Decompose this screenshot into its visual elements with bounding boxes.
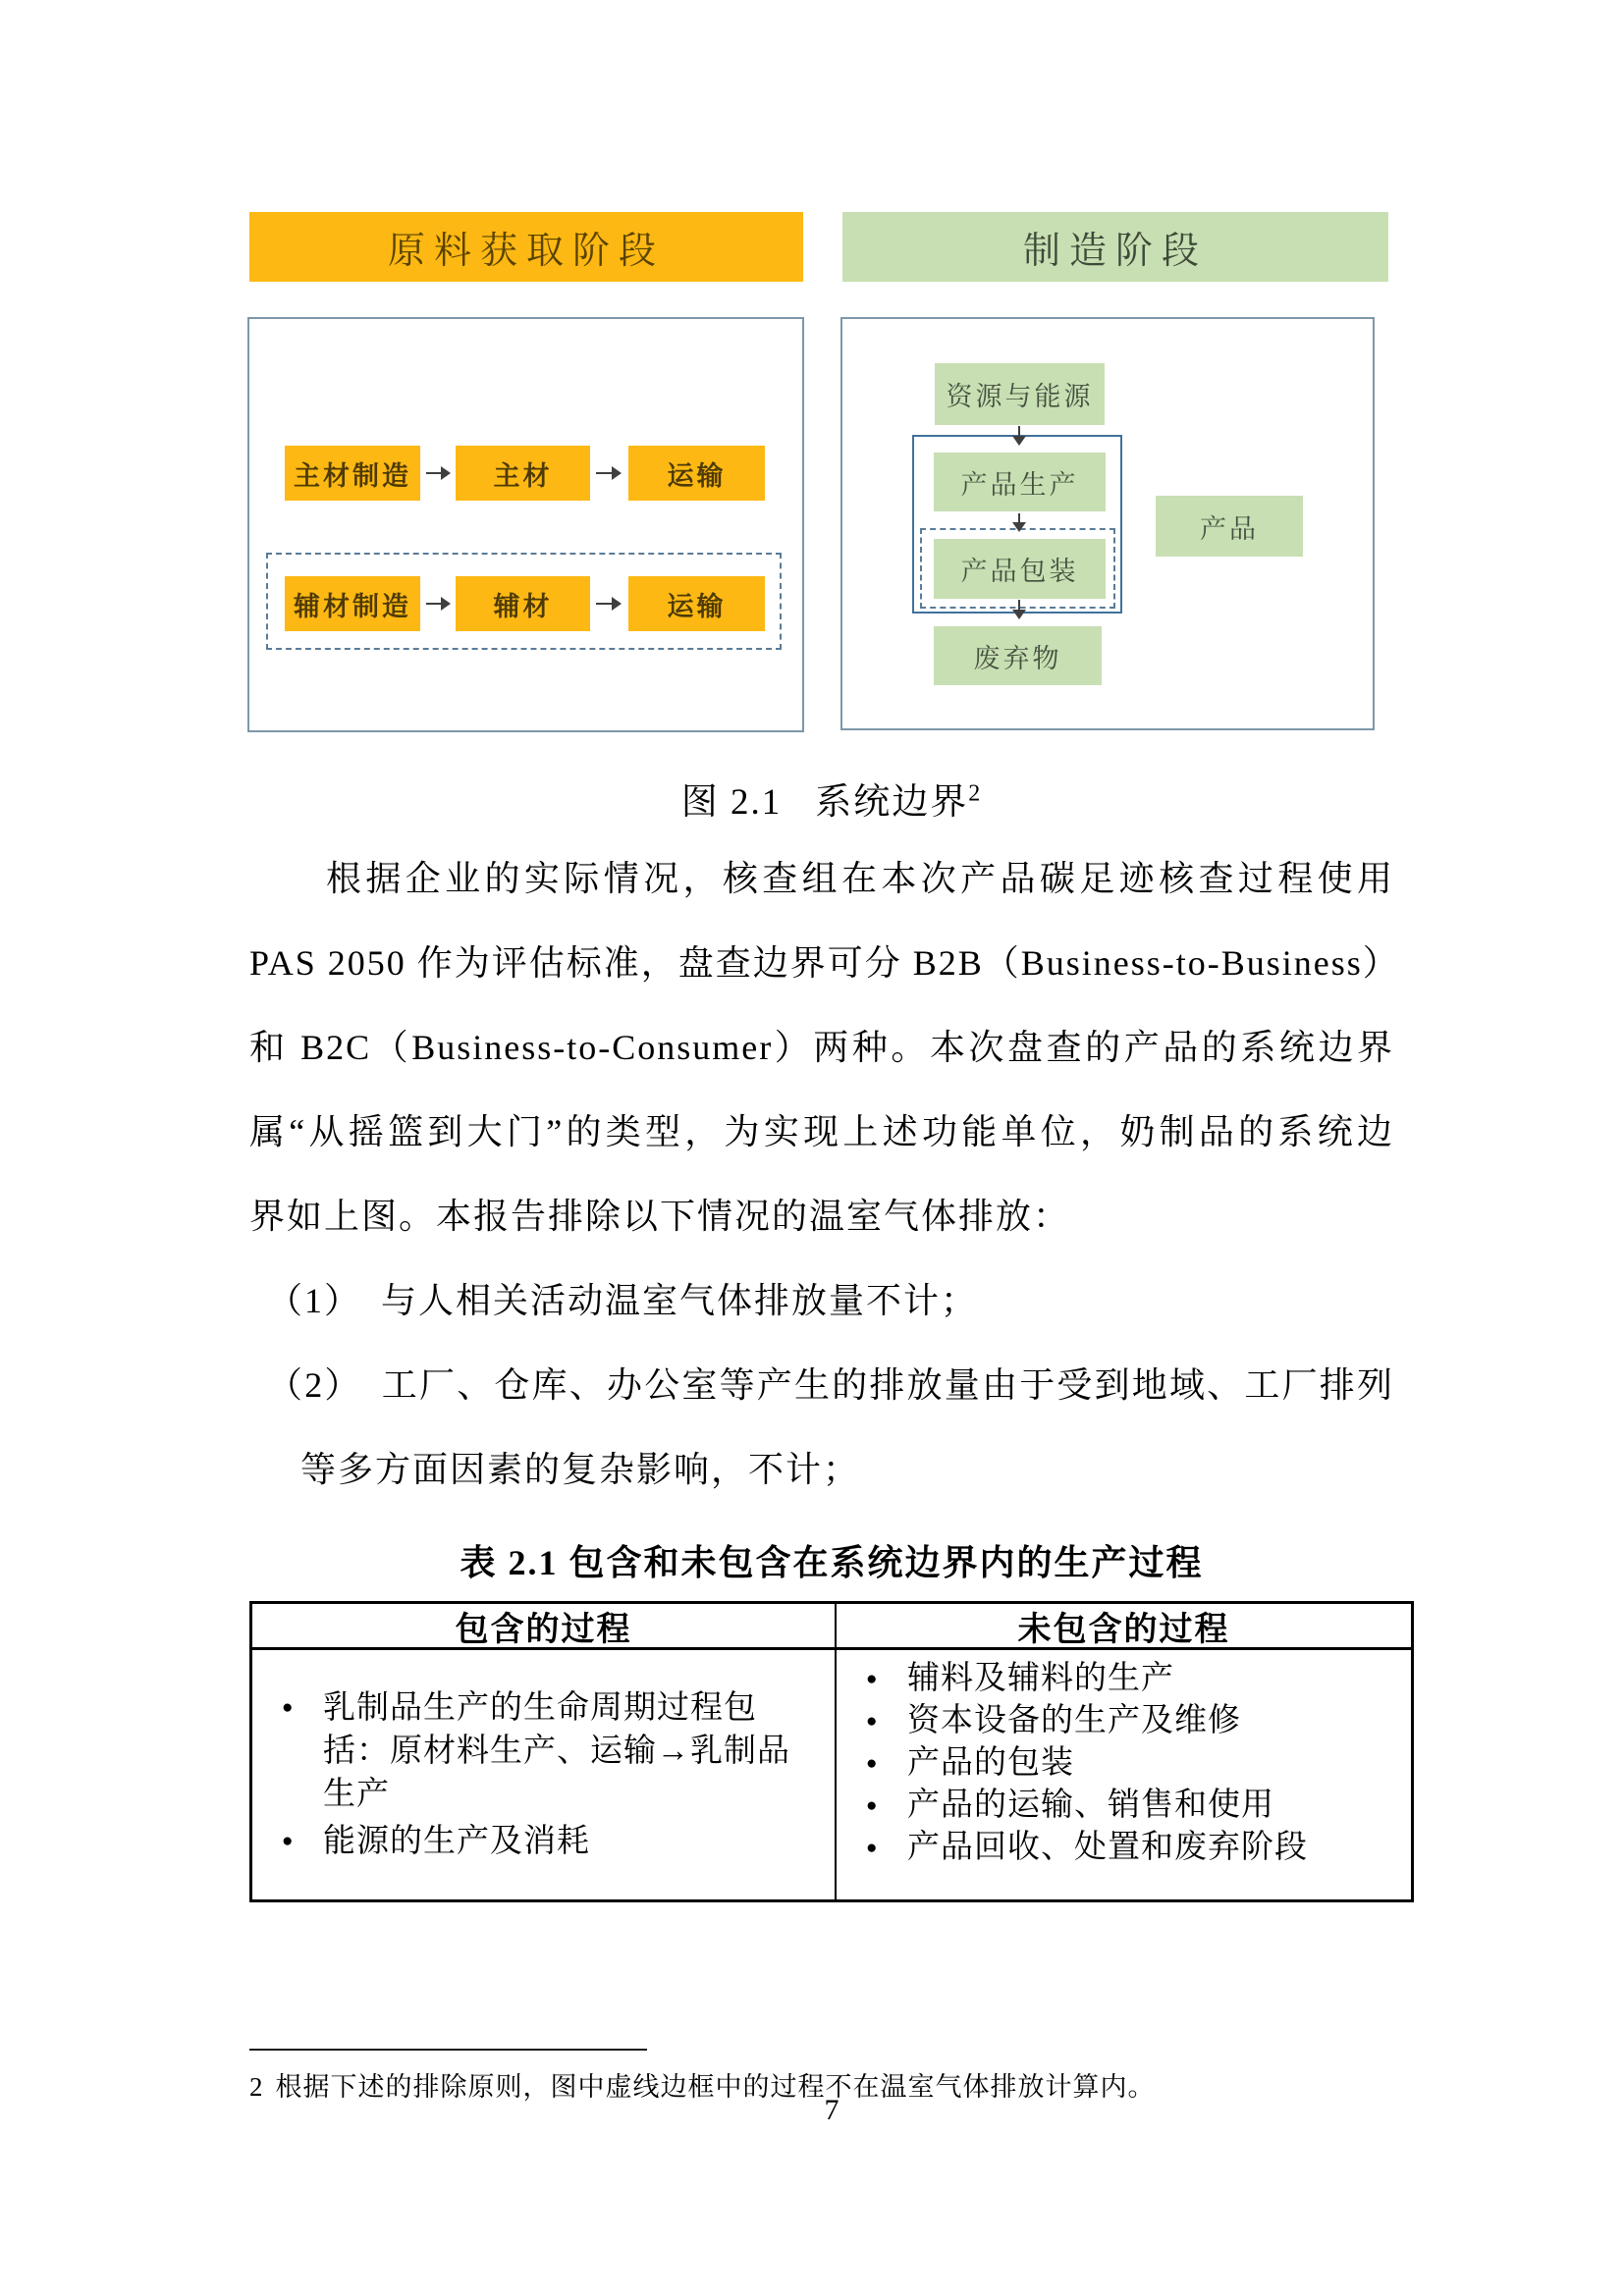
body-line: 根据企业的实际情况，核查组在本次产品碳足迹核查过程使用 [326,859,1394,898]
box-aux-material-manufacturing: 辅材制造 [285,576,420,631]
caption-figure-label: 图 2.1 [680,782,783,823]
body-line: （1） 与人相关活动温室气体排放量不计； [267,1281,979,1320]
arrow-right-icon [596,472,619,474]
stage-banner-raw-materials: 原料获取阶段 [249,212,803,282]
arrow-down-icon [1018,600,1020,616]
body-line: 和 B2C（Business-to-Consumer）两种。本次盘查的产品的系统边界 [249,1028,1394,1067]
list-item: ● 产品的运输、销售和使用 [860,1785,1403,1827]
box-resources-energy: 资源与能源 [935,363,1105,425]
box-product-packaging: 产品包装 [934,539,1106,599]
box-product: 产品 [1156,496,1303,557]
list-item: ● 乳制品生产的生命周期过程包括：原材料生产、运输→乳制品生产 [276,1686,817,1816]
box-main-material: 主材 [456,446,590,501]
list-item: ● 产品的包装 [860,1742,1403,1785]
box-waste: 废弃物 [934,626,1102,685]
footnote-text: 根据下述的排除原则，图中虚线边框中的过程不在温室气体排放计算内。 [275,2072,1156,2102]
box-transport-aux: 运输 [628,576,765,631]
table-header-included: 包含的过程 [252,1604,837,1650]
list-item: ● 产品回收、处置和废弃阶段 [860,1827,1403,1869]
list-item: ● 资本设备的生产及维修 [860,1700,1403,1742]
body-line: 等多方面因素的复杂影响，不计； [300,1450,861,1489]
body-line: （2） 工厂、仓库、办公室等产生的排放量由于受到地域、工厂排列 [267,1365,1394,1405]
footnote-divider [249,2049,647,2051]
arrow-right-icon [596,603,619,605]
caption-figure-title: 系统边界 [815,782,969,823]
arrow-down-icon [1018,426,1020,443]
table-title: 表 2.1 包含和未包含在系统边界内的生产过程 [460,1543,1204,1582]
table-header-excluded: 未包含的过程 [837,1604,1411,1650]
list-item: ● 能源的生产及消耗 [276,1820,817,1863]
box-transport-main: 运输 [628,446,765,501]
excluded-processes-list [860,1658,1403,1869]
figure-caption [249,772,1414,825]
caption-footnote-ref: 2 [968,780,983,807]
arrow-down-icon [1018,513,1020,529]
stage-banner-manufacturing: 制造阶段 [842,212,1388,282]
footnote-marker: 2 [249,2072,264,2102]
box-aux-material: 辅材 [456,576,590,631]
arrow-right-icon [426,603,448,605]
body-paragraph [249,836,1400,1512]
body-line: 属“从摇篮到大门”的类型，为实现上述功能单位，奶制品的系统边 [249,1112,1394,1151]
system-boundary-table [249,1601,1414,1902]
list-item: ● 辅料及辅料的生产 [860,1658,1403,1700]
excluded-processes-cell [837,1650,1411,1899]
body-line: PAS 2050 作为评估标准，盘查边界可分 B2B（Business-to-Business） [249,943,1400,983]
raw-materials-panel [247,317,804,732]
box-main-material-manufacturing: 主材制造 [285,446,420,501]
included-processes-cell [252,1650,837,1899]
page-number: 7 [824,2094,839,2126]
box-product-production: 产品生产 [934,453,1106,511]
included-processes-list [276,1682,817,1867]
arrow-right-icon [426,472,448,474]
body-line: 界如上图。本报告排除以下情况的温室气体排放： [249,1197,1071,1236]
